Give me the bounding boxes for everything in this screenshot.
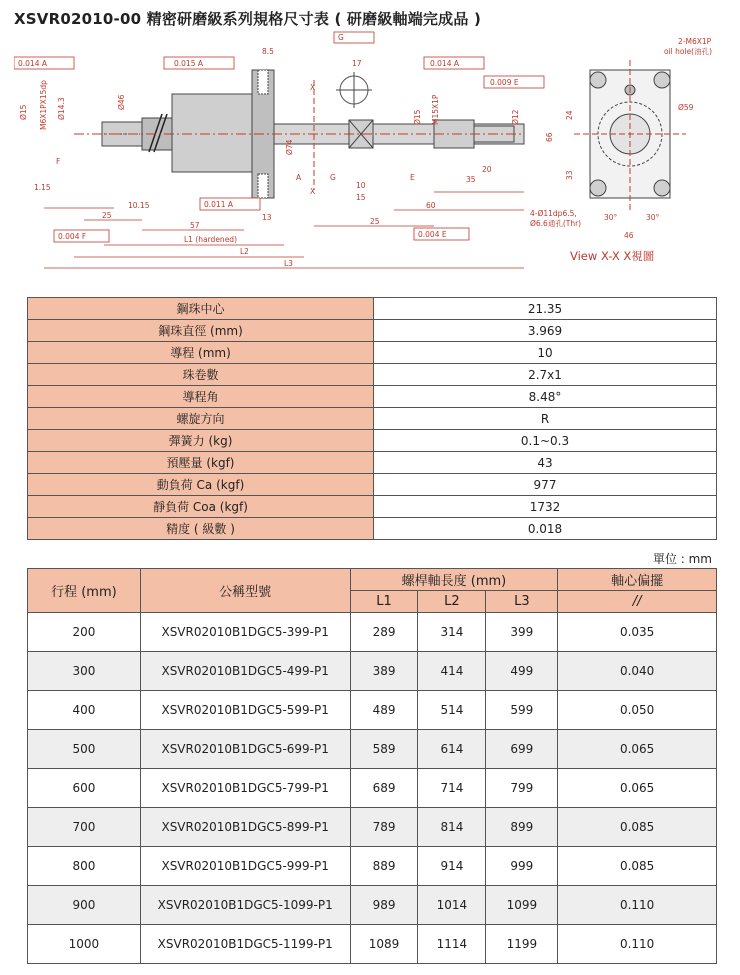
ref-a: A: [296, 173, 302, 182]
tol-label-e: 0.009 E: [490, 78, 519, 87]
spec-key: 靜負荷 Coa (kgf): [28, 496, 374, 518]
table-row: [28, 730, 717, 769]
cell-l3: 999: [486, 847, 558, 886]
cell-l2: 414: [418, 652, 486, 691]
cell-l2: 914: [418, 847, 486, 886]
dim-13: 13: [262, 213, 272, 222]
dim-angle-1: 30°: [604, 213, 618, 222]
tol-label-f: 0.004 F: [58, 232, 87, 241]
table-row: [28, 652, 717, 691]
dim-10: 10: [356, 181, 366, 190]
spec-key: 預壓量 (kgf): [28, 452, 374, 474]
cell-l1: 1089: [350, 925, 418, 964]
tol-label-e2: 0.004 E: [418, 230, 447, 239]
cell-l1: 789: [350, 808, 418, 847]
table-row: [28, 769, 717, 808]
cell-runout: 0.110: [558, 925, 717, 964]
spec-row: [28, 430, 717, 452]
cell-stroke: 300: [28, 652, 141, 691]
spec-key: 精度 ( 級數 ): [28, 518, 374, 540]
dim-l3: L3: [284, 259, 293, 268]
dim-66: 66: [545, 132, 554, 142]
spec-value: 10: [374, 342, 717, 364]
cell-model: XSVR02010B1DGC5-599-P1: [140, 691, 350, 730]
section-x-bottom: X: [310, 187, 316, 196]
spec-row: [28, 364, 717, 386]
spec-row: [28, 320, 717, 342]
end-view-title: View X-X X視圖: [570, 249, 655, 263]
end-label-1: 2-M6X1P: [678, 37, 712, 46]
spec-value: 977: [374, 474, 717, 496]
dim-thread: M6X1PX15dp: [39, 80, 48, 130]
dim-l2: L2: [240, 247, 249, 256]
cell-stroke: 1000: [28, 925, 141, 964]
header-l3: L3: [486, 591, 558, 613]
cell-l2: 614: [418, 730, 486, 769]
dim-57: 57: [190, 221, 200, 230]
models-table: [27, 568, 717, 964]
tol-label-a3: 0.014 A: [430, 59, 459, 68]
spec-key: 動負荷 Ca (kgf): [28, 474, 374, 496]
cell-l2: 1014: [418, 886, 486, 925]
cell-l2: 814: [418, 808, 486, 847]
spec-value: 1732: [374, 496, 717, 518]
cell-stroke: 900: [28, 886, 141, 925]
section-x-top: X: [310, 83, 316, 92]
cell-runout: 0.085: [558, 847, 717, 886]
dim-17: 17: [352, 59, 362, 68]
cell-stroke: 400: [28, 691, 141, 730]
dim-d12: Ø12: [511, 109, 520, 125]
spec-row: [28, 452, 717, 474]
cell-l2: 514: [418, 691, 486, 730]
cell-l1: 989: [350, 886, 418, 925]
ref-g: G: [338, 33, 344, 42]
cell-model: XSVR02010B1DGC5-699-P1: [140, 730, 350, 769]
cell-runout: 0.065: [558, 769, 717, 808]
end-label-2: oil hole(油孔): [664, 47, 713, 56]
spec-value: 43: [374, 452, 717, 474]
cell-l3: 699: [486, 730, 558, 769]
end-holes-2: Ø6.6通孔(Thr): [530, 219, 582, 228]
cell-model: XSVR02010B1DGC5-899-P1: [140, 808, 350, 847]
table-row: [28, 886, 717, 925]
parallelism-icon: //: [558, 591, 717, 613]
spec-table: [27, 297, 717, 540]
cell-l3: 1199: [486, 925, 558, 964]
cell-model: XSVR02010B1DGC5-799-P1: [140, 769, 350, 808]
dim-20: 20: [482, 165, 492, 174]
tol-label-a: 0.014 A: [18, 59, 47, 68]
cell-l3: 399: [486, 613, 558, 652]
table-row: [28, 808, 717, 847]
cell-runout: 0.065: [558, 730, 717, 769]
spec-value: 3.969: [374, 320, 717, 342]
dim-l1: L1 (hardened): [184, 235, 237, 244]
dim-d143: Ø14.3: [57, 97, 66, 120]
table-row: [28, 925, 717, 964]
cell-runout: 0.050: [558, 691, 717, 730]
table-row: [28, 613, 717, 652]
spec-key: 彈簧力 (kg): [28, 430, 374, 452]
spec-key: 珠卷數: [28, 364, 374, 386]
dim-25: 25: [370, 217, 380, 226]
cell-l3: 1099: [486, 886, 558, 925]
dim-15: 15: [356, 193, 366, 202]
cell-runout: 0.035: [558, 613, 717, 652]
header-length: 螺桿軸長度 (mm): [350, 569, 558, 591]
dim-24: 24: [565, 110, 574, 120]
header-runout: 軸心偏擺: [558, 569, 717, 591]
dim-d15b: Ø15: [413, 109, 422, 125]
spec-value: 2.7x1: [374, 364, 717, 386]
cell-l3: 799: [486, 769, 558, 808]
cell-runout: 0.040: [558, 652, 717, 691]
spec-row: [28, 298, 717, 320]
spec-key: 鋼珠中心: [28, 298, 374, 320]
cell-l2: 1114: [418, 925, 486, 964]
unit-label: 單位 : mm: [652, 552, 712, 566]
cell-l1: 389: [350, 652, 418, 691]
dim-angle-2: 30°: [646, 213, 660, 222]
cell-stroke: 500: [28, 730, 141, 769]
spec-key: 螺旋方向: [28, 408, 374, 430]
spec-row: [28, 474, 717, 496]
cell-model: XSVR02010B1DGC5-499-P1: [140, 652, 350, 691]
spec-row: [28, 408, 717, 430]
cell-stroke: 600: [28, 769, 141, 808]
dim-thread2: M15X1P: [431, 94, 440, 125]
dim-1-15: 1.15: [34, 183, 51, 192]
end-holes-1: 4-Ø11dp6.5,: [530, 209, 577, 218]
cell-l2: 314: [418, 613, 486, 652]
header-model: 公稱型號: [140, 569, 350, 613]
ref-e: E: [410, 173, 415, 182]
dim-46: 46: [624, 231, 634, 240]
dim-33: 33: [565, 170, 574, 180]
header-l2: L2: [418, 591, 486, 613]
dim-25b: 25: [102, 211, 112, 220]
cell-l3: 599: [486, 691, 558, 730]
cell-l2: 714: [418, 769, 486, 808]
header-stroke: 行程 (mm): [28, 569, 141, 613]
cell-model: XSVR02010B1DGC5-399-P1: [140, 613, 350, 652]
dim-d74: Ø74: [285, 139, 294, 155]
cell-stroke: 200: [28, 613, 141, 652]
cell-l1: 489: [350, 691, 418, 730]
table-row: [28, 691, 717, 730]
cell-model: XSVR02010B1DGC5-1199-P1: [140, 925, 350, 964]
spec-value: 0.1~0.3: [374, 430, 717, 452]
spec-row: [28, 518, 717, 540]
tol-label-a2: 0.015 A: [174, 59, 203, 68]
spec-key: 導程 (mm): [28, 342, 374, 364]
cell-l1: 889: [350, 847, 418, 886]
cell-model: XSVR02010B1DGC5-999-P1: [140, 847, 350, 886]
spec-key: 鋼珠直徑 (mm): [28, 320, 374, 342]
spec-value: 8.48°: [374, 386, 717, 408]
dim-d59: Ø59: [678, 103, 694, 112]
cell-runout: 0.110: [558, 886, 717, 925]
dim-d15: Ø15: [19, 104, 28, 120]
ref-g2: G: [330, 173, 336, 182]
page-title: XSVR02010-00 精密研磨級系列規格尺寸表 ( 研磨級軸端完成品 ): [14, 10, 482, 28]
dim-8-5: 8.5: [262, 47, 274, 56]
cell-runout: 0.085: [558, 808, 717, 847]
dim-60: 60: [426, 201, 436, 210]
spec-row: [28, 386, 717, 408]
spec-value: 0.018: [374, 518, 717, 540]
dim-d468: Ø46: [117, 94, 126, 110]
cell-stroke: 800: [28, 847, 141, 886]
cell-stroke: 700: [28, 808, 141, 847]
spec-row: [28, 342, 717, 364]
cell-l3: 499: [486, 652, 558, 691]
cell-l1: 289: [350, 613, 418, 652]
ref-f: F: [56, 157, 61, 166]
spec-value: 21.35: [374, 298, 717, 320]
table-row: [28, 847, 717, 886]
spec-value: R: [374, 408, 717, 430]
spec-key: 導程角: [28, 386, 374, 408]
cell-l1: 589: [350, 730, 418, 769]
cell-l1: 689: [350, 769, 418, 808]
dim-35: 35: [466, 175, 476, 184]
cell-model: XSVR02010B1DGC5-1099-P1: [140, 886, 350, 925]
spec-row: [28, 496, 717, 518]
tol-label-b: 0.011 A: [204, 200, 233, 209]
header-l1: L1: [350, 591, 418, 613]
dim-10-15: 10.15: [128, 201, 150, 210]
cell-l3: 899: [486, 808, 558, 847]
technical-drawing: [14, 30, 726, 280]
